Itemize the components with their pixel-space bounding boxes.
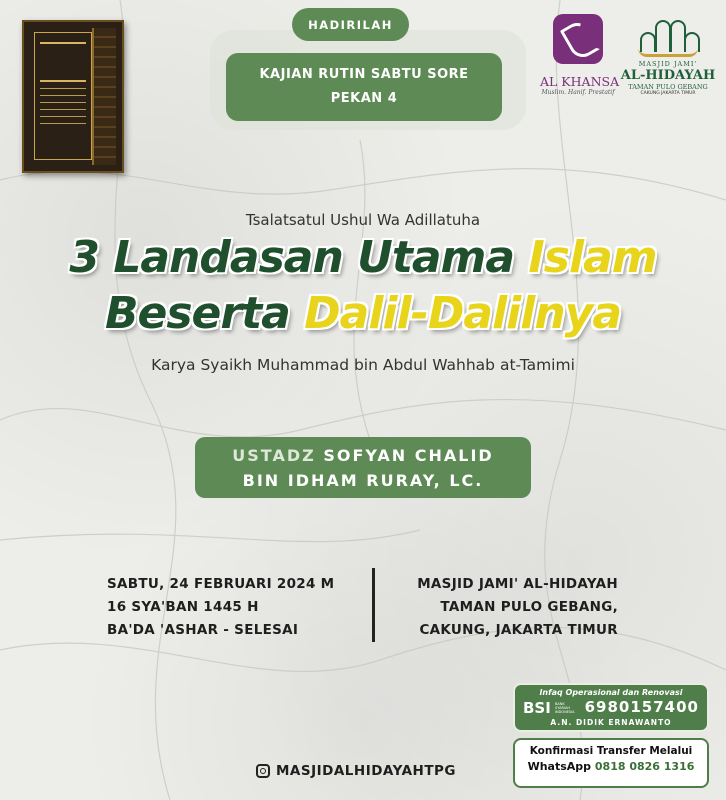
venue-line2: TAMAN PULO GEBANG,	[440, 599, 618, 615]
quill-icon	[553, 14, 603, 64]
title2-main: Beserta	[104, 288, 290, 339]
masjid-region: CAKUNG JAKARTA TIMUR	[640, 91, 696, 96]
alkhansa-tagline: Muslim. Hanif. Prestatif	[541, 89, 615, 96]
event-title: KAJIAN RUTIN SABTU SORE	[259, 67, 469, 82]
speaker-line1	[195, 443, 531, 468]
infaq-box	[513, 683, 709, 732]
schedule-block	[107, 573, 334, 642]
confirm-box	[513, 738, 709, 788]
masjid-location: TAMAN PULO GEBANG	[628, 83, 708, 91]
account-number: 6980157400	[584, 698, 699, 716]
schedule-hijri: 16 SYA'BAN 1445 H	[107, 599, 259, 615]
schedule-date: SABTU, 24 FEBRUARI 2024 M	[107, 576, 335, 592]
masjid-logo	[618, 12, 718, 112]
masjid-name: AL-HIDAYAH	[620, 68, 716, 83]
instagram-text: MASJIDALHIDAYAHTPG	[276, 763, 457, 779]
speaker-banner	[195, 437, 531, 498]
title1-main: 3 Landasan Utama	[69, 232, 515, 283]
kitab-subtitle: Tsalatsatul Ushul Wa Adillatuha	[245, 211, 481, 229]
kitab-cover-image	[22, 20, 124, 173]
instagram-icon	[256, 764, 270, 778]
whatsapp-label: WhatsApp	[527, 760, 592, 773]
instagram-handle[interactable]	[256, 763, 456, 779]
schedule-time: BA'DA 'ASHAR - SELESAI	[107, 622, 299, 638]
info-divider	[372, 568, 375, 642]
speaker-name: SOFYAN CHALID	[323, 445, 494, 465]
speaker-line2: BIN IDHAM RURAY, LC.	[242, 470, 484, 490]
confirm-heading: Konfirmasi Transfer Melalui	[529, 745, 693, 757]
masjid-label: MASJID JAMI'	[638, 60, 698, 68]
kitab-title-line1	[0, 232, 726, 283]
title2-highlight: Dalil-Dalilnya	[304, 288, 622, 339]
infaq-heading: Infaq Operasional dan Renovasi	[539, 688, 683, 697]
invite-badge: HADIRILAH	[292, 8, 409, 41]
kitab-author: Karya Syaikh Muhammad bin Abdul Wahhab at-Tamimi	[151, 356, 575, 374]
alkhansa-logo	[540, 14, 620, 110]
event-week: PEKAN 4	[330, 91, 398, 106]
title1-highlight: Islam	[528, 232, 657, 283]
speaker-prefix: USTADZ	[232, 445, 316, 465]
event-banner	[226, 53, 502, 121]
confirm-contact	[515, 760, 707, 773]
mosque-icon	[638, 12, 698, 52]
account-holder: A.N. DIDIK ERNAWANTO	[550, 718, 672, 727]
whatsapp-number[interactable]: 0818 0826 1316	[594, 760, 695, 773]
venue-block	[417, 573, 618, 642]
bank-subtitle: BANK SYARIAH INDONESIA	[555, 702, 575, 714]
venue-line1: MASJID JAMI' AL-HIDAYAH	[417, 576, 618, 592]
kitab-title-line2	[0, 288, 726, 339]
venue-line3: CAKUNG, JAKARTA TIMUR	[419, 622, 618, 638]
alkhansa-name: AL KHANSA	[540, 74, 620, 89]
bank-logo: BSI	[523, 699, 551, 717]
